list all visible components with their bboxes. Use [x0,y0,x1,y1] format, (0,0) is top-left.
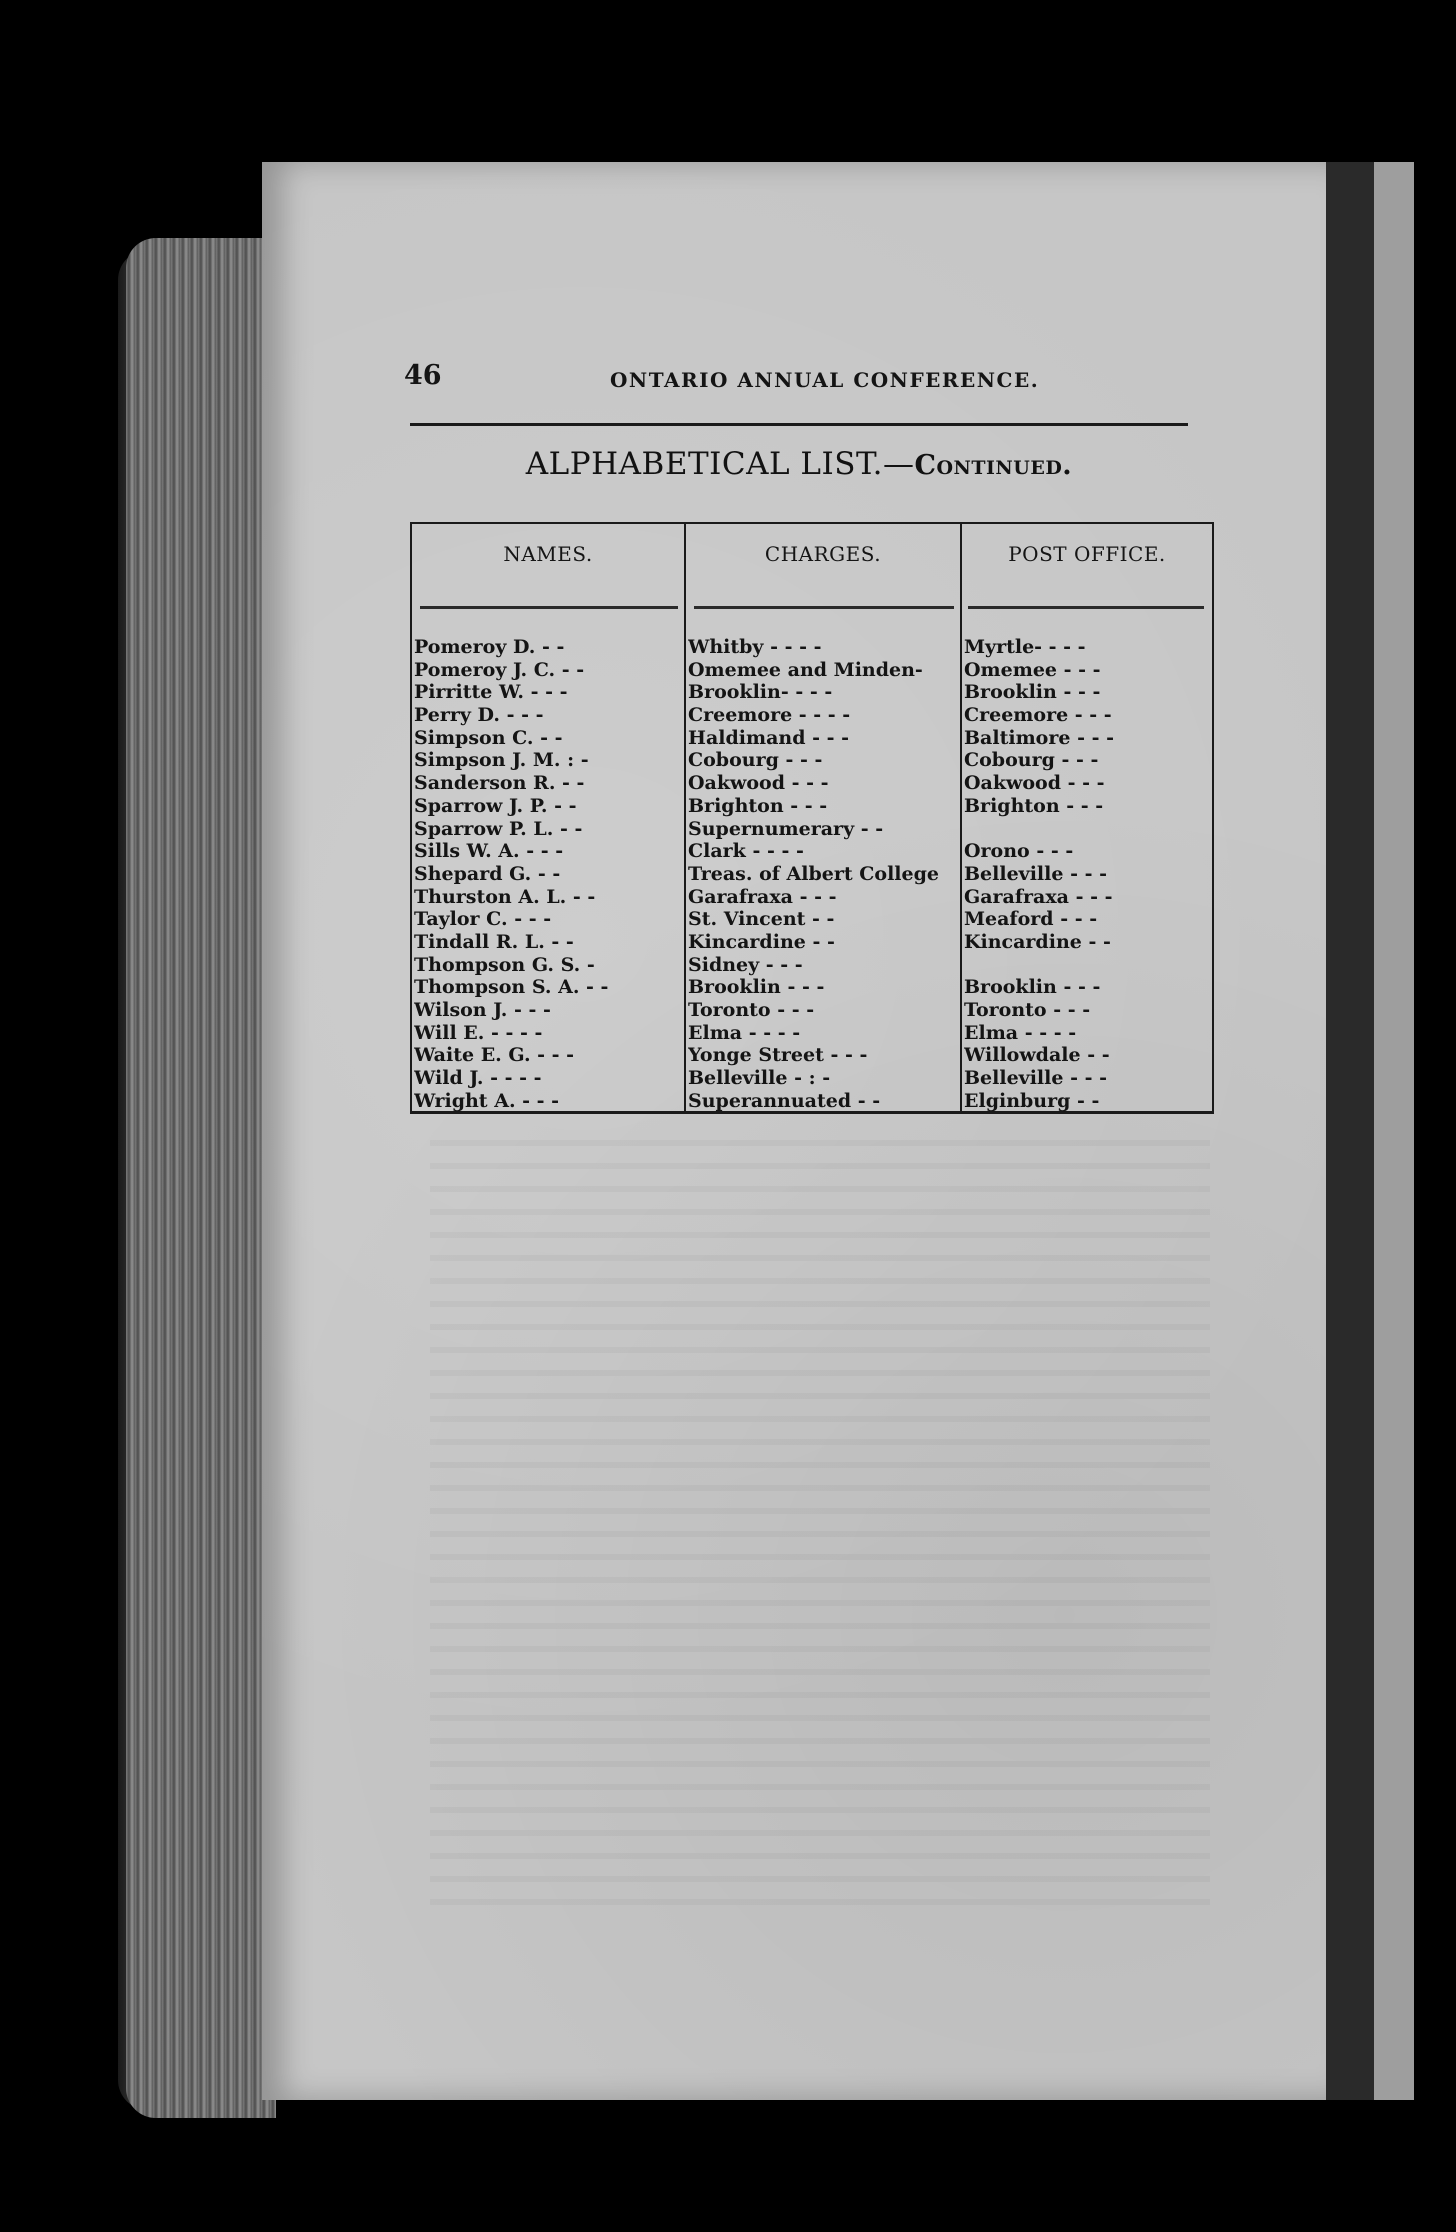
book-gutter [1326,162,1374,2100]
column-header-post-office: POST OFFICE. [1008,542,1166,566]
post-office-cell: Toronto - - - [964,999,1091,1021]
charge-cell: Brooklin- - - - [688,681,833,704]
charge-cell: Omemee and Minden- [688,658,923,681]
charge-cell: Garafraxa - - - [688,885,837,908]
charge-cell: Toronto - - - [688,999,815,1021]
post-office-cell: Elginburg - - [964,1089,1100,1112]
table-row [412,1044,1212,1067]
table-row [412,772,1212,795]
name-cell: Waite E. G. - - - [414,1044,575,1067]
post-office-cell: Belleville - - - [964,1067,1107,1090]
running-title: ONTARIO ANNUAL CONFERENCE. [610,368,1040,392]
name-cell: Sanderson R. - - [414,772,585,795]
post-office-cell: Oakwood - - - [964,772,1105,795]
table-row [412,1090,1212,1113]
name-cell: Wright A. - - - [414,1089,560,1112]
charge-cell: Haldimand - - - [688,726,849,749]
post-office-cell: Creemore - - - [964,704,1112,727]
charge-cell: Whitby - - - - [688,636,822,658]
post-office-cell: Orono - - - [964,840,1074,863]
name-cell: Thompson G. S. - [414,953,595,976]
table-row [412,795,1212,818]
table-row [412,749,1212,772]
name-cell: Sparrow P. L. - - [414,817,583,840]
charge-cell: Oakwood - - - [688,772,829,795]
name-cell: Simpson C. - - [414,726,563,749]
name-cell: Will E. - - - - [414,1021,543,1044]
charge-cell: Brooklin - - - [688,976,825,999]
section-title [410,446,1188,482]
table-row [412,681,1212,704]
table-row [412,1067,1212,1090]
post-office-cell: Brooklin - - - [964,681,1101,704]
table-row [412,976,1212,999]
show-through-text [430,1140,1210,1920]
charge-cell: Yonge Street - - - [688,1044,868,1067]
charge-cell: Brighton - - - [688,794,828,817]
charge-cell: Treas. of Albert College [688,862,939,885]
table-row [412,636,1212,659]
name-cell: Wilson J. - - - [414,999,551,1021]
name-cell: Sparrow J. P. - - [414,794,577,817]
post-office-cell: Myrtle- - - - [964,636,1086,658]
table-row [412,1022,1212,1045]
charge-cell: Supernumerary - - [688,817,884,840]
post-office-cell: Kincardine - - [964,930,1111,953]
table-row [412,818,1212,841]
charge-cell: Kincardine - - [688,930,835,953]
charge-cell: St. Vincent - - [688,908,835,931]
post-office-cell: Omemee - - - [964,658,1101,681]
facing-page-edge [1374,162,1414,2100]
charge-cell: Clark - - - - [688,840,804,863]
name-cell: Pirritte W. - - - [414,681,568,704]
section-title-main: ALPHABETICAL LIST.— [525,446,915,482]
table-row [412,931,1212,954]
header-underline [420,606,678,609]
name-cell: Taylor C. - - - [414,908,552,931]
post-office-cell: Brighton - - - [964,794,1104,817]
name-cell: Sills W. A. - - - [414,840,564,863]
name-cell: Pomeroy D. - - [414,636,565,658]
table-row [412,704,1212,727]
charge-cell: Elma - - - - [688,1021,801,1044]
post-office-cell: Cobourg - - - [964,749,1099,772]
post-office-cell: Baltimore - - - [964,726,1114,749]
header-underline [968,606,1204,609]
post-office-cell: Willowdale - - [964,1044,1110,1067]
post-office-cell: Elma - - - - [964,1021,1077,1044]
alphabetical-list-table [410,522,1214,1114]
name-cell: Simpson J. M. : - [414,749,589,772]
post-office-cell: Brooklin - - - [964,976,1101,999]
charge-cell: Superannuated - - [688,1089,881,1112]
column-header-names: NAMES. [503,542,593,566]
section-title-continued: Continued. [914,450,1073,481]
book-page-edges [126,238,276,2118]
name-cell: Thompson S. A. - - [414,976,609,999]
header-rule [410,423,1188,426]
table-row [412,954,1212,977]
table-row [412,840,1212,863]
table-row [412,727,1212,750]
post-office-cell: Belleville - - - [964,862,1107,885]
name-cell: Perry D. - - - [414,704,544,727]
name-cell: Shepard G. - - [414,862,561,885]
table-row [412,999,1212,1022]
charge-cell: Creemore - - - - [688,704,851,727]
name-cell: Tindall R. L. - - [414,930,574,953]
post-office-cell: Garafraxa - - - [964,885,1113,908]
charge-cell: Belleville - : - [688,1067,831,1090]
name-cell: Wild J. - - - - [414,1067,542,1090]
page-header [404,360,1194,400]
page-number: 46 [404,360,442,391]
table-row [412,863,1212,886]
header-underline [694,606,954,609]
table-row [412,659,1212,682]
table-row [412,908,1212,931]
table-body [412,636,1212,1112]
charge-cell: Sidney - - - [688,953,803,976]
name-cell: Pomeroy J. C. - - [414,658,585,681]
name-cell: Thurston A. L. - - [414,885,596,908]
table-row [412,886,1212,909]
charge-cell: Cobourg - - - [688,749,823,772]
column-header-charges: CHARGES. [764,542,882,566]
post-office-cell: Meaford - - - [964,908,1098,931]
